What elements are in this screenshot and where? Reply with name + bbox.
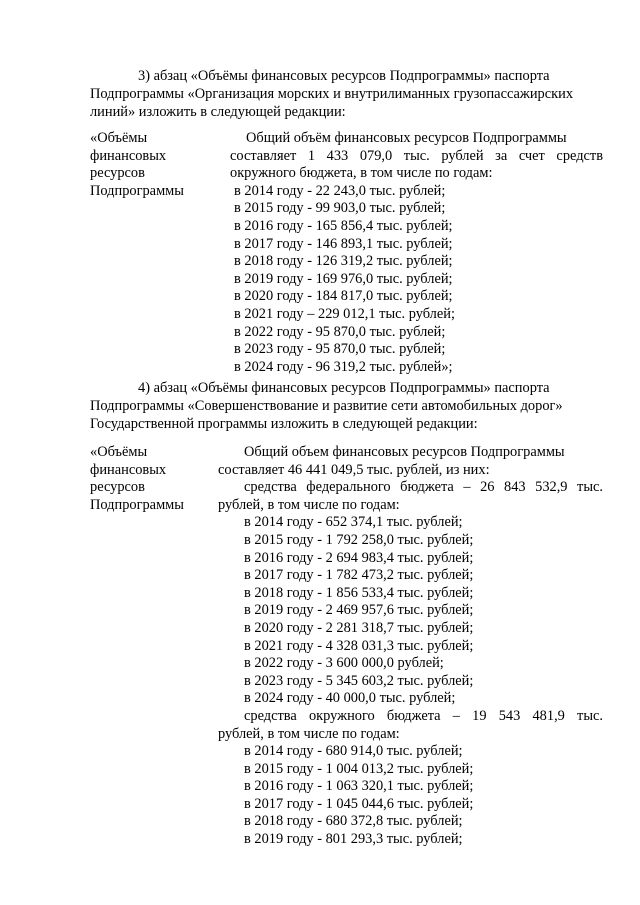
block2-okrug: средства окружного бюджета – 19 543 481,9 тыс. bbox=[244, 707, 603, 724]
block1-intro: окружного бюджета, в том числе по годам: bbox=[230, 165, 493, 182]
block2-federal-year: в 2020 году - 2 281 318,7 тыс. рублей; bbox=[244, 619, 474, 636]
block1-year: в 2021 году – 229 012,1 тыс. рублей; bbox=[234, 305, 455, 322]
block2-okrug-year: в 2019 году - 801 293,3 тыс. рублей; bbox=[244, 831, 463, 848]
block1-year: в 2015 году - 99 903,0 тыс. рублей; bbox=[234, 200, 446, 217]
block1-label-line: «Объёмы bbox=[90, 130, 148, 146]
block2-federal-year: в 2022 году - 3 600 000,0 рублей; bbox=[244, 655, 444, 672]
para3-line2: Подпрограммы «Организация морских и внутрилиманных грузопассажирских bbox=[90, 86, 574, 102]
block1-year: в 2014 году - 22 243,0 тыс. рублей; bbox=[234, 182, 446, 199]
block2-federal: рублей, в том числе по годам: bbox=[218, 496, 400, 513]
block1-label-line: Подпрограммы bbox=[90, 182, 184, 199]
block2-okrug-year: в 2017 году - 1 045 044,6 тыс. рублей; bbox=[244, 795, 474, 812]
block1-label bbox=[90, 130, 210, 200]
block1-intro: составляет 1 433 079,0 тыс. рублей за счет средств bbox=[230, 147, 603, 164]
block2-okrug: рублей, в том числе по годам: bbox=[218, 725, 400, 742]
block2-okrug-year: в 2016 году - 1 063 320,1 тыс. рублей; bbox=[244, 778, 474, 795]
block2-label-line: «Объёмы bbox=[90, 444, 148, 460]
block2-federal: средства федерального бюджета – 26 843 532,9 тыс. bbox=[244, 479, 603, 496]
block2-federal-year: в 2023 году - 5 345 603,2 тыс. рублей; bbox=[244, 672, 474, 689]
block2-content bbox=[218, 444, 603, 849]
block2-federal-year: в 2021 году - 4 328 031,3 тыс. рублей; bbox=[244, 637, 474, 654]
block1-year: в 2022 году - 95 870,0 тыс. рублей; bbox=[234, 323, 446, 340]
para4-line2: Подпрограммы «Совершенствование и развитие сети автомобильных дорог» bbox=[90, 398, 563, 414]
block2-label-line: финансовых bbox=[90, 461, 167, 478]
block1-content bbox=[230, 130, 603, 376]
block2-federal-year: в 2024 году - 40 000,0 тыс. рублей; bbox=[244, 690, 456, 707]
block1-intro: Общий объём финансовых ресурсов Подпрограммы bbox=[246, 130, 567, 146]
block2-label-line: ресурсов bbox=[90, 479, 145, 496]
para4-line1: 4) абзац «Объёмы финансовых ресурсов Подпрограммы» паспорта bbox=[138, 380, 550, 396]
block1-year: в 2016 году - 165 856,4 тыс. рублей; bbox=[234, 217, 453, 234]
para3-line1: 3) абзац «Объёмы финансовых ресурсов Подпрограммы» паспорта bbox=[138, 68, 550, 84]
block1-label-line: ресурсов bbox=[90, 165, 145, 182]
para3-line3: линий» изложить в следующей редакции: bbox=[90, 104, 346, 120]
block1-label-line: финансовых bbox=[90, 147, 167, 164]
block1-year: в 2018 году - 126 319,2 тыс. рублей; bbox=[234, 253, 453, 270]
block2-okrug-year: в 2014 году - 680 914,0 тыс. рублей; bbox=[244, 743, 463, 760]
block2-federal-year: в 2016 году - 2 694 983,4 тыс. рублей; bbox=[244, 549, 474, 566]
block2-intro: составляет 46 441 049,5 тыс. рублей, из них: bbox=[218, 461, 490, 478]
block1-year: в 2019 году - 169 976,0 тыс. рублей; bbox=[234, 270, 453, 287]
block2-intro: Общий объем финансовых ресурсов Подпрограммы bbox=[244, 444, 565, 460]
block1-year: в 2023 году - 95 870,0 тыс. рублей; bbox=[234, 341, 446, 358]
block2-federal-year: в 2017 году - 1 782 473,2 тыс. рублей; bbox=[244, 567, 474, 584]
block2-federal-year: в 2018 году - 1 856 533,4 тыс. рублей; bbox=[244, 584, 474, 601]
block2-label bbox=[90, 444, 210, 514]
block1-year: в 2017 году - 146 893,1 тыс. рублей; bbox=[234, 235, 453, 252]
block2-okrug-year: в 2018 году - 680 372,8 тыс. рублей; bbox=[244, 813, 463, 830]
block2-federal-year: в 2019 году - 2 469 957,6 тыс. рублей; bbox=[244, 602, 474, 619]
block2-okrug-year: в 2015 году - 1 004 013,2 тыс. рублей; bbox=[244, 760, 474, 777]
block2-federal-year: в 2014 году - 652 374,1 тыс. рублей; bbox=[244, 514, 463, 531]
para4-line3: Государственной программы изложить в следующей редакции: bbox=[90, 416, 478, 432]
block2-federal-year: в 2015 году - 1 792 258,0 тыс. рублей; bbox=[244, 531, 474, 548]
block2-label-line: Подпрограммы bbox=[90, 496, 184, 513]
block1-year: в 2020 году - 184 817,0 тыс. рублей; bbox=[234, 288, 453, 305]
block1-year: в 2024 году - 96 319,2 тыс. рублей»; bbox=[234, 358, 453, 375]
